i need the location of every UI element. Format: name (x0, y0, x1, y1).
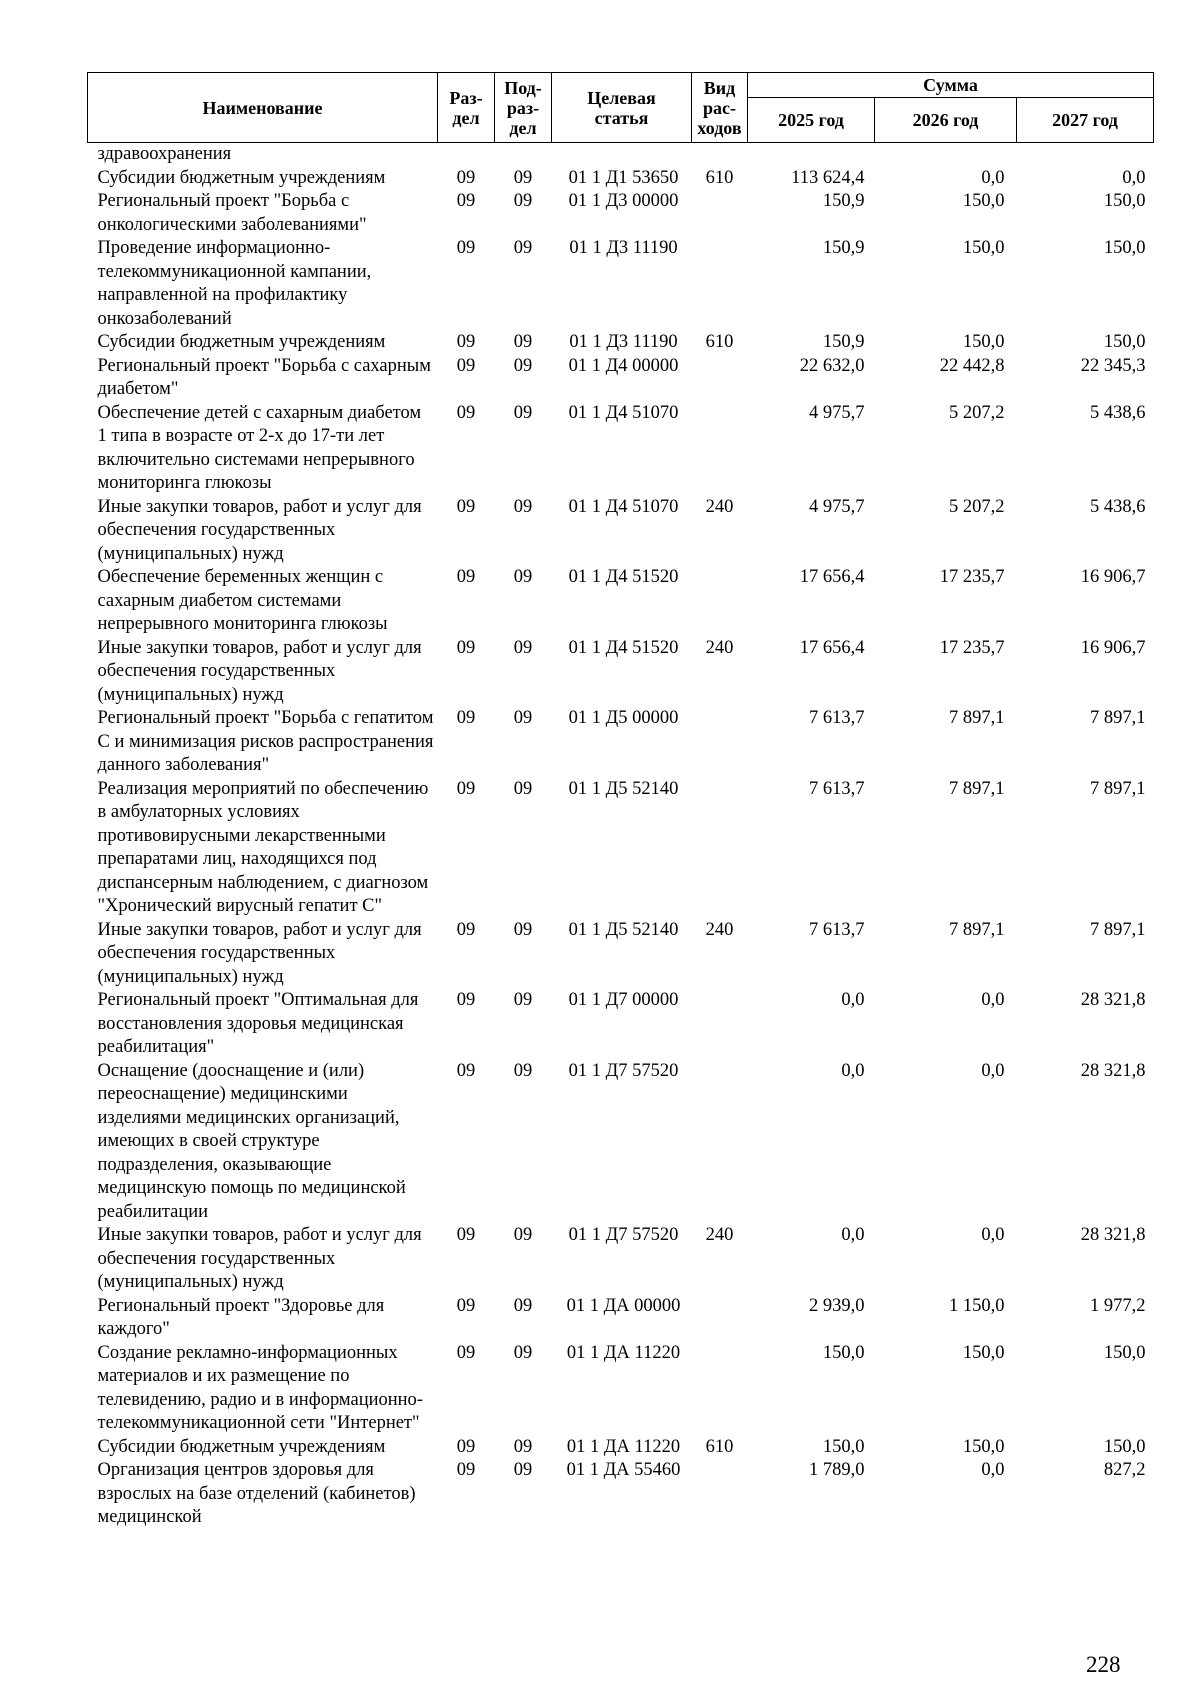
row-sum-2025: 7 613,7 (809, 708, 865, 728)
row-sum-2025: 0,0 (841, 1060, 865, 1081)
row-podrazdel: 09 (513, 1295, 533, 1316)
row-podrazdel: 09 (513, 496, 533, 517)
table-row (88, 989, 1154, 1060)
row-podrazdel: 09 (513, 990, 533, 1010)
row-expense-type (692, 778, 748, 919)
header-razdel-text: Раз- дел (449, 87, 483, 128)
row-target-article: 01 1 Д1 53650 (568, 167, 679, 188)
row-expense-type: 610 (705, 167, 734, 188)
row-name: Региональный проект "Борьба с гепатитом С и минимизация рисков распространения данного заболевания" (97, 708, 434, 775)
row-expense-type: 240 (705, 919, 734, 940)
row-sum-2026: 5 207,2 (949, 402, 1005, 423)
row-expense-type (692, 1060, 748, 1225)
row-sum-2027: 0,0 (1122, 167, 1146, 188)
row-podrazdel: 09 (513, 238, 533, 258)
row-target-article: 01 1 Д3 00000 (568, 191, 679, 211)
table-row (88, 1342, 1154, 1436)
row-target-article: 01 1 Д4 00000 (568, 355, 679, 376)
row-razdel (438, 143, 495, 167)
row-podrazdel: 09 (513, 355, 533, 376)
row-sum-2026: 150,0 (962, 238, 1005, 258)
row-sum-2025: 150,9 (822, 332, 865, 352)
row-sum-2027: 22 345,3 (1080, 355, 1146, 376)
header-year-2025: 2025 год (748, 98, 875, 143)
row-razdel: 09 (456, 1342, 476, 1363)
header-tselevaya (552, 73, 692, 143)
row-sum-2025: 150,0 (822, 1342, 865, 1363)
row-sum-2027: 28 321,8 (1080, 990, 1146, 1010)
row-sum-2027: 150,0 (1103, 191, 1146, 211)
row-razdel: 09 (456, 1060, 476, 1081)
row-podrazdel: 09 (513, 1436, 533, 1457)
row-target-article: 01 1 Д4 51070 (568, 496, 679, 517)
row-name: Организация центров здоровья для взрослых на базе отделений (кабинетов) медицинской (97, 1460, 416, 1527)
table-row (88, 1224, 1154, 1295)
row-name: Иные закупки товаров, работ и услуг для обеспечения государственных (муниципальных) нужд (97, 496, 422, 564)
table-row (88, 637, 1154, 708)
row-name: Региональный проект "Борьба с онкологическими заболеваниями" (97, 191, 367, 235)
row-razdel: 09 (456, 990, 476, 1010)
row-sum-2026: 150,0 (962, 1342, 1005, 1363)
row-sum-2026: 0,0 (981, 1225, 1005, 1245)
row-razdel: 09 (456, 1225, 476, 1245)
row-name: Обеспечение беременных женщин с сахарным диабетом системами непрерывного мониторинга глюкозы (97, 567, 388, 634)
header-vid-text: Вид рас- ходов (697, 77, 742, 138)
row-razdel: 09 (456, 1436, 476, 1457)
row-sum-2026: 7 897,1 (949, 919, 1005, 940)
row-name: Обеспечение детей с сахарным диабетом 1 типа в возрасте от 2-х до 17-ти лет включительно системами непрерывного мониторинга глюкозы (97, 402, 422, 493)
row-razdel: 09 (456, 355, 476, 376)
row-target-article: 01 1 Д5 52140 (568, 919, 679, 940)
table-row (88, 707, 1154, 778)
row-name: Иные закупки товаров, работ и услуг для обеспечения государственных (муниципальных) нужд (97, 637, 422, 705)
row-podrazdel: 09 (513, 191, 533, 211)
row-expense-type (692, 707, 748, 778)
header-name: Наименование (88, 73, 438, 143)
row-sum-2025: 150,9 (822, 238, 865, 258)
row-sum-2025: 17 656,4 (799, 637, 865, 658)
row-sum-2025: 7 613,7 (809, 778, 865, 799)
row-target-article: 01 1 Д5 52140 (568, 778, 679, 799)
row-razdel: 09 (456, 919, 476, 940)
header-podrazdel-text: Под- раз- дел (504, 77, 542, 138)
row-name: здравоохранения (97, 144, 232, 164)
row-sum-2027: 7 897,1 (1090, 778, 1146, 799)
row-sum-2027: 16 906,7 (1080, 637, 1146, 658)
row-sum-2025: 0,0 (841, 1225, 865, 1245)
row-expense-type (692, 1459, 748, 1530)
header-year-2026: 2026 год (875, 98, 1017, 143)
row-expense-type (692, 1342, 748, 1436)
row-podrazdel (495, 143, 552, 167)
row-name: Региональный проект "Борьба с сахарным диабетом" (97, 355, 431, 399)
row-target-article: 01 1 ДА 11220 (566, 1436, 681, 1457)
row-target-article: 01 1 ДА 55460 (566, 1460, 681, 1480)
row-sum-2026: 0,0 (981, 990, 1005, 1010)
header-razdel (438, 73, 495, 143)
row-target-article: 01 1 Д5 00000 (568, 708, 679, 728)
row-sum-2026: 5 207,2 (949, 496, 1005, 517)
row-name: Субсидии бюджетным учреждениям (97, 1436, 386, 1457)
row-name: Субсидии бюджетным учреждениям (97, 332, 386, 352)
table-row (88, 355, 1154, 402)
row-sum-2026: 7 897,1 (949, 708, 1005, 728)
page-number: 228 (1086, 1652, 1121, 1677)
row-target-article: 01 1 Д7 00000 (568, 990, 679, 1010)
header-tselevaya-text: Целевая статья (587, 87, 656, 128)
row-sum-2027: 5 438,6 (1090, 402, 1146, 423)
row-sum-2027: 7 897,1 (1090, 919, 1146, 940)
row-podrazdel: 09 (513, 708, 533, 728)
row-sum-2026: 0,0 (981, 1060, 1005, 1081)
row-razdel: 09 (456, 778, 476, 799)
row-name: Иные закупки товаров, работ и услуг для обеспечения государственных (муниципальных) нужд (97, 919, 422, 987)
row-sum-2025: 150,9 (822, 191, 865, 211)
table-row (88, 1436, 1154, 1460)
row-razdel: 09 (456, 402, 476, 423)
row-target-article: 01 1 Д4 51520 (568, 567, 679, 587)
row-sum-2027 (1017, 143, 1154, 167)
table-row (88, 1295, 1154, 1342)
row-razdel: 09 (456, 167, 476, 188)
row-sum-2025: 4 975,7 (809, 402, 865, 423)
row-name: Субсидии бюджетным учреждениям (97, 167, 386, 188)
row-expense-type: 610 (705, 332, 734, 352)
row-sum-2026: 150,0 (962, 1436, 1005, 1457)
row-sum-2027: 28 321,8 (1080, 1060, 1146, 1081)
row-sum-2027: 28 321,8 (1080, 1225, 1146, 1245)
row-razdel: 09 (456, 332, 476, 352)
row-podrazdel: 09 (513, 778, 533, 799)
table-row (88, 237, 1154, 331)
row-sum-2026: 1 150,0 (949, 1295, 1005, 1316)
row-expense-type (692, 989, 748, 1060)
row-target-article: 01 1 Д3 11190 (569, 332, 678, 352)
row-target-article: 01 1 Д3 11190 (569, 238, 678, 258)
header-year-2027: 2027 год (1017, 98, 1154, 143)
row-target-article: 01 1 Д4 51070 (568, 402, 679, 423)
row-sum-2026: 7 897,1 (949, 778, 1005, 799)
header-vid (692, 73, 748, 143)
row-name: Региональный проект "Здоровье для каждого" (97, 1295, 385, 1339)
row-sum-2025: 1 789,0 (809, 1460, 865, 1480)
row-razdel: 09 (456, 637, 476, 658)
row-razdel: 09 (456, 1460, 476, 1480)
row-sum-2027: 150,0 (1103, 1342, 1146, 1363)
row-sum-2025: 2 939,0 (809, 1295, 865, 1316)
header-summa: Сумма (748, 73, 1154, 98)
row-sum-2026: 22 442,8 (939, 355, 1005, 376)
row-name: Иные закупки товаров, работ и услуг для обеспечения государственных (муниципальных) нужд (97, 1225, 422, 1292)
row-target-article: 01 1 ДА 11220 (566, 1342, 681, 1363)
row-podrazdel: 09 (513, 402, 533, 423)
table-row (88, 167, 1154, 191)
row-sum-2026: 0,0 (981, 167, 1005, 188)
row-expense-type (692, 190, 748, 237)
row-sum-2026 (875, 143, 1017, 167)
table-row (88, 402, 1154, 496)
table-row (88, 190, 1154, 237)
row-expense-type (692, 566, 748, 637)
table-row (88, 566, 1154, 637)
row-target-article: 01 1 Д7 57520 (568, 1060, 679, 1081)
row-expense-type (692, 237, 748, 331)
table-body (88, 143, 1154, 1530)
table-row (88, 778, 1154, 919)
row-podrazdel: 09 (513, 167, 533, 188)
table-row (88, 496, 1154, 567)
row-sum-2027: 16 906,7 (1080, 567, 1146, 587)
row-podrazdel: 09 (513, 567, 533, 587)
row-sum-2026: 0,0 (981, 1460, 1005, 1480)
row-sum-2025 (748, 143, 875, 167)
row-razdel: 09 (456, 708, 476, 728)
row-expense-type: 240 (705, 637, 734, 658)
row-expense-type (692, 143, 748, 167)
row-podrazdel: 09 (513, 332, 533, 352)
row-podrazdel: 09 (513, 1460, 533, 1480)
row-sum-2027: 1 977,2 (1090, 1295, 1146, 1316)
table-header (88, 73, 1154, 143)
row-expense-type: 240 (705, 1225, 734, 1245)
row-target-article: 01 1 ДА 00000 (566, 1295, 681, 1316)
row-sum-2027: 7 897,1 (1090, 708, 1146, 728)
table-row (88, 1060, 1154, 1225)
row-expense-type (692, 1295, 748, 1342)
row-sum-2027: 827,2 (1103, 1460, 1146, 1480)
row-sum-2025: 17 656,4 (799, 567, 865, 587)
header-podrazdel (495, 73, 552, 143)
row-sum-2027: 150,0 (1103, 1436, 1146, 1457)
row-razdel: 09 (456, 1295, 476, 1316)
row-razdel: 09 (456, 238, 476, 258)
row-podrazdel: 09 (513, 919, 533, 940)
row-razdel: 09 (456, 191, 476, 211)
row-name: Создание рекламно-информационных материалов и их размещение по телевидению, радио и в информационно-телекоммуникационной сети "Интернет" (97, 1342, 423, 1433)
row-sum-2025: 7 613,7 (809, 919, 865, 940)
row-sum-2026: 150,0 (962, 332, 1005, 352)
row-name: Оснащение (дооснащение и (или) переоснащение) медицинскими изделиями медицинских организаций, имеющих в своей структуре подразделения, оказывающие медицинскую помощь по медицинской реабилитации (97, 1060, 406, 1222)
row-razdel: 09 (456, 496, 476, 517)
budget-table (87, 72, 1154, 1530)
row-expense-type (692, 355, 748, 402)
row-podrazdel: 09 (513, 1060, 533, 1081)
row-sum-2025: 150,0 (822, 1436, 865, 1457)
row-name: Проведение информационно-телекоммуникационной кампании, направленной на профилактику онкозаболеваний (97, 238, 372, 329)
table-row (88, 1459, 1154, 1530)
row-sum-2025: 22 632,0 (799, 355, 865, 376)
row-razdel: 09 (456, 567, 476, 587)
row-target-article (552, 143, 692, 167)
table-row (88, 143, 1154, 167)
row-sum-2026: 150,0 (962, 191, 1005, 211)
row-target-article: 01 1 Д7 57520 (568, 1225, 679, 1245)
row-podrazdel: 09 (513, 1342, 533, 1363)
row-sum-2027: 5 438,6 (1090, 496, 1146, 517)
row-sum-2027: 150,0 (1103, 332, 1146, 352)
row-target-article: 01 1 Д4 51520 (568, 637, 679, 658)
row-expense-type: 610 (705, 1436, 734, 1457)
row-sum-2025: 0,0 (841, 990, 865, 1010)
row-sum-2025: 4 975,7 (809, 496, 865, 517)
row-sum-2025: 113 624,4 (791, 167, 865, 188)
row-sum-2027: 150,0 (1103, 238, 1146, 258)
row-podrazdel: 09 (513, 637, 533, 658)
row-name: Региональный проект "Оптимальная для восстановления здоровья медицинская реабилитация" (97, 990, 419, 1057)
table-row (88, 331, 1154, 355)
row-name: Реализация мероприятий по обеспечению в амбулаторных условиях противовирусными лекарственными препаратами лиц, находящихся под диспансерным наблюдением, с диагнозом "Хронический вирусный гепатит С" (97, 778, 429, 916)
row-expense-type: 240 (705, 496, 734, 517)
row-sum-2026: 17 235,7 (939, 567, 1005, 587)
table-row (88, 919, 1154, 990)
row-expense-type (692, 402, 748, 496)
row-sum-2026: 17 235,7 (939, 637, 1005, 658)
row-podrazdel: 09 (513, 1225, 533, 1245)
